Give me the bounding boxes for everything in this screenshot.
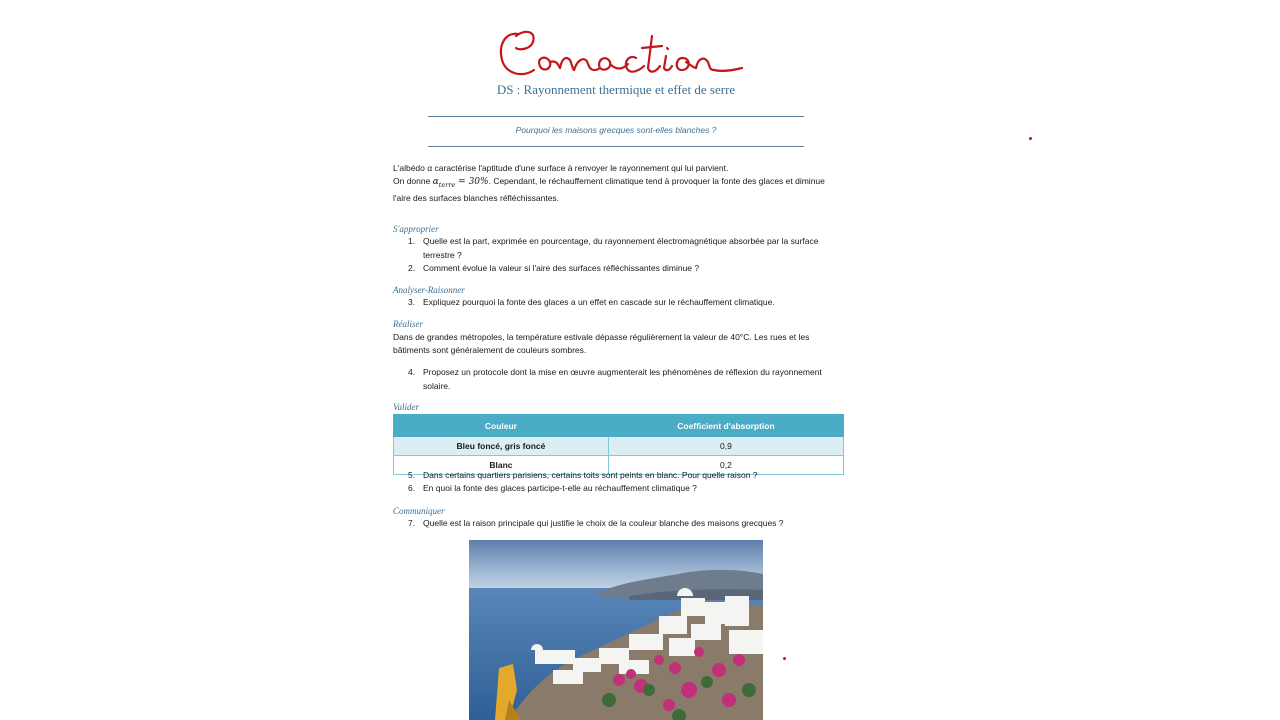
section-analyser-raisonner: Analyser-Raisonner (393, 285, 465, 295)
table-cell-coefficient: 0,2 (608, 456, 843, 475)
question-4-number: 4. (408, 367, 416, 377)
question-7 (408, 517, 833, 531)
table-header-row (394, 415, 844, 437)
absorption-table (393, 414, 844, 475)
albedo-formula (433, 177, 489, 187)
question-3 (408, 296, 833, 310)
intro-line-2-prefix: On donne (393, 176, 433, 186)
albedo-symbol: α (432, 177, 439, 187)
section-realiser: Réaliser (393, 319, 423, 329)
document-title: DS : Rayonnement thermique et effet de serre (496, 82, 736, 97)
question-2-number: 2. (408, 263, 416, 273)
question-1-text: Quelle est la part, exprimée en pourcentage, du rayonnement électromagnétique absorbée par la surface terrestre ? (423, 236, 819, 260)
problem-question: Pourquoi les maisons grecques sont-elles blanches ? (515, 125, 717, 135)
albedo-value: = 30% (455, 177, 489, 187)
table-cell-coefficient: 0,9 (608, 437, 843, 456)
santorini-photo-drawing (469, 540, 763, 720)
intro-line-2-suffix: . Cependant, le réchauffement climatique tend à provoquer la fonte des glaces et diminue (488, 176, 825, 186)
section-valider: Valider (393, 402, 419, 412)
question-3-number: 3. (408, 297, 416, 307)
section-communiquer: Communiquer (393, 506, 445, 516)
handwritten-correction-drawing (496, 22, 756, 86)
annotation-dot (783, 657, 786, 660)
table-cell-color: Blanc (394, 456, 609, 475)
annotation-dot (1029, 137, 1032, 140)
question-4-text: Proposez un protocole dont la mise en œuvre augmenterait les phénomènes de réflexion du rayonnement solaire. (423, 367, 822, 391)
question-3-text: Expliquez pourquoi la fonte des glaces a un effet en cascade sur le réchauffement climatique. (423, 297, 775, 307)
santorini-photo (469, 540, 763, 720)
question-6-text: En quoi la fonte des glaces participe-t-elle au réchauffement climatique ? (423, 483, 697, 493)
intro-line-1: L'albédo α caractérise l'aptitude d'une surface à renvoyer le rayonnement qui lui parvient. (393, 163, 729, 173)
table-cell-color: Bleu foncé, gris foncé (394, 437, 609, 456)
realiser-paragraph: Dans de grandes métropoles, la température estivale dépasse régulièrement la valeur de 40°C. Les rues et les bâtiments sont généralement de couleurs sombres. (393, 332, 810, 355)
question-2 (408, 262, 833, 276)
title-rule-top (428, 116, 804, 117)
question-5 (408, 469, 833, 483)
table-header-coefficient: Coefficient d'absorption (608, 415, 843, 437)
question-7-text: Quelle est la raison principale qui justifie le choix de la couleur blanche des maisons grecques ? (423, 518, 784, 528)
title-rule-bottom (428, 146, 804, 147)
table-row (394, 437, 844, 456)
question-2-text: Comment évolue la valeur si l'aire des surfaces réfléchissantes diminue ? (423, 263, 700, 273)
intro-paragraph (393, 162, 843, 205)
question-1-number: 1. (408, 236, 416, 246)
intro-line-2 (393, 175, 843, 192)
section-s-approprier: S'approprier (393, 224, 439, 234)
question-6 (408, 482, 833, 496)
question-5-number: 5. (408, 470, 416, 480)
question-4 (408, 366, 833, 393)
intro-line-3: l'aire des surfaces blanches réfléchissantes. (393, 192, 560, 203)
question-1 (408, 235, 833, 262)
handwritten-correction (496, 22, 756, 86)
albedo-subscript: terre (438, 180, 456, 189)
question-7-number: 7. (408, 518, 416, 528)
table-header-color: Couleur (394, 415, 609, 437)
question-5-text: Dans certains quartiers parisiens, certains toits sont peints en blanc. Pour quelle raison ? (423, 470, 758, 480)
question-6-number: 6. (408, 483, 416, 493)
